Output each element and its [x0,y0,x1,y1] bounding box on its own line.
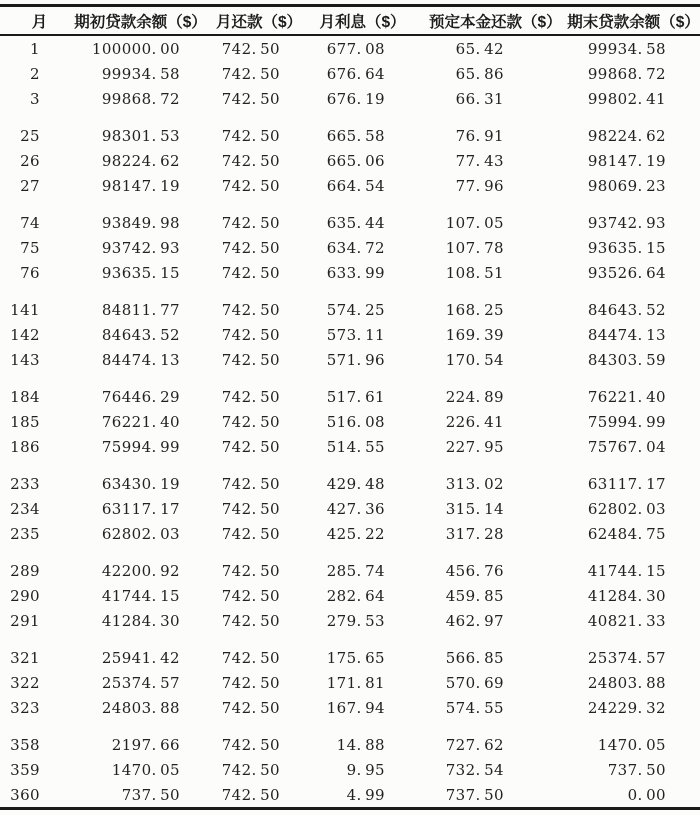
cell-ending-balance: 84303. 59 [587,350,666,369]
cell-beginning-balance: 99934. 58 [101,64,180,83]
cell-ending-balance: 99802. 41 [587,89,666,108]
table-row-month-74 [0,210,700,235]
cell-scheduled-principal: 107. 05 [445,213,504,232]
cell-beginning-balance: 41284. 30 [101,611,180,630]
cell-ending-balance: 84643. 52 [587,300,666,319]
cell-month: 322 [10,673,40,692]
cell-monthly-interest: 633. 99 [326,263,385,282]
column-header-month [0,6,55,36]
cell-monthly-payment: 742. 50 [221,151,280,170]
group-spacer [0,459,700,471]
cell-beginning-balance: 84811. 77 [101,300,180,319]
cell-beginning-balance: 737. 50 [121,785,180,804]
cell-monthly-payment: 742. 50 [221,437,280,456]
cell-monthly-interest: 279. 53 [326,611,385,630]
cell-ending-balance: 40821. 33 [587,611,666,630]
cell-monthly-interest: 634. 72 [326,238,385,257]
cell-scheduled-principal: 108. 51 [445,263,504,282]
cell-beginning-balance: 84643. 52 [101,325,180,344]
cell-ending-balance: 1470. 05 [597,735,666,754]
cell-monthly-payment: 742. 50 [221,238,280,257]
group-spacer [0,285,700,297]
cell-monthly-payment: 742. 50 [221,561,280,580]
cell-monthly-interest: 175. 65 [326,648,385,667]
table-row-month-233 [0,471,700,496]
cell-beginning-balance: 25941. 42 [101,648,180,667]
table-row-month-27 [0,173,700,198]
table-row-month-322 [0,670,700,695]
table-row-month-290 [0,583,700,608]
table-row-month-358 [0,732,700,757]
cell-ending-balance: 62802. 03 [587,499,666,518]
cell-scheduled-principal: 570. 69 [445,673,504,692]
cell-monthly-interest: 665. 58 [326,126,385,145]
table-row-month-185 [0,409,700,434]
cell-monthly-payment: 742. 50 [221,474,280,493]
cell-scheduled-principal: 317. 28 [445,524,504,543]
cell-monthly-payment: 742. 50 [221,673,280,692]
cell-monthly-payment: 742. 50 [221,39,280,58]
cell-month: 143 [10,350,40,369]
cell-scheduled-principal: 227. 95 [445,437,504,456]
cell-monthly-payment: 742. 50 [221,611,280,630]
cell-month: 75 [20,238,40,257]
column-header-scheduled_principal [405,6,562,36]
table-row-month-360 [0,782,700,809]
cell-monthly-interest: 171. 81 [326,673,385,692]
cell-monthly-payment: 742. 50 [221,586,280,605]
table-row-month-234 [0,496,700,521]
cell-scheduled-principal: 226. 41 [445,412,504,431]
cell-beginning-balance: 1470. 05 [111,760,180,779]
cell-scheduled-principal: 107. 78 [445,238,504,257]
cell-scheduled-principal: 170. 54 [445,350,504,369]
cell-month: 359 [10,760,40,779]
cell-scheduled-principal: 77. 43 [455,151,504,170]
cell-scheduled-principal: 459. 85 [445,586,504,605]
cell-monthly-interest: 425. 22 [326,524,385,543]
cell-month: 358 [10,735,40,754]
cell-monthly-interest: 517. 61 [326,387,385,406]
table-row-month-186 [0,434,700,459]
group-spacer-cell [0,372,700,384]
group-spacer-cell [0,285,700,297]
cell-monthly-payment: 742. 50 [221,760,280,779]
cell-beginning-balance: 75994. 99 [101,437,180,456]
cell-monthly-interest: 167. 94 [326,698,385,717]
cell-monthly-payment: 742. 50 [221,785,280,804]
cell-ending-balance: 41744. 15 [587,561,666,580]
cell-monthly-payment: 742. 50 [221,176,280,195]
cell-month: 233 [10,474,40,493]
cell-monthly-interest: 574. 25 [326,300,385,319]
cell-beginning-balance: 100000. 00 [91,39,180,58]
cell-ending-balance: 0. 00 [627,785,666,804]
table-row-month-323 [0,695,700,720]
cell-beginning-balance: 93742. 93 [101,238,180,257]
cell-ending-balance: 99868. 72 [587,64,666,83]
cell-month: 235 [10,524,40,543]
cell-beginning-balance: 63430. 19 [101,474,180,493]
cell-month: 26 [20,151,40,170]
cell-month: 321 [10,648,40,667]
cell-monthly-payment: 742. 50 [221,698,280,717]
column-header-label: 月 [31,13,48,31]
cell-scheduled-principal: 66. 31 [455,89,504,108]
table-row-month-184 [0,384,700,409]
cell-scheduled-principal: 727. 62 [445,735,504,754]
cell-month: 1 [30,39,40,58]
cell-ending-balance: 75994. 99 [587,412,666,431]
cell-beginning-balance: 41744. 15 [101,586,180,605]
cell-monthly-interest: 573. 11 [326,325,385,344]
cell-monthly-payment: 742. 50 [221,735,280,754]
column-header-label: 预定本金还款（$） [429,13,562,31]
cell-beginning-balance: 25374. 57 [101,673,180,692]
cell-ending-balance: 76221. 40 [587,387,666,406]
table-row-month-321 [0,645,700,670]
table-row-month-235 [0,521,700,546]
cell-month: 74 [20,213,40,232]
cell-scheduled-principal: 462. 97 [445,611,504,630]
cell-monthly-interest: 514. 55 [326,437,385,456]
cell-scheduled-principal: 313. 02 [445,474,504,493]
cell-beginning-balance: 42200. 92 [101,561,180,580]
cell-beginning-balance: 2197. 66 [111,735,180,754]
column-header-label: 期初贷款余额（$） [74,13,207,31]
table-row-month-291 [0,608,700,633]
cell-monthly-interest: 677. 08 [326,39,385,58]
cell-month: 290 [10,586,40,605]
table-row-month-2 [0,61,700,86]
cell-monthly-interest: 516. 08 [326,412,385,431]
cell-monthly-interest: 427. 36 [326,499,385,518]
group-spacer [0,633,700,645]
cell-ending-balance: 737. 50 [607,760,666,779]
cell-ending-balance: 75767. 04 [587,437,666,456]
group-spacer [0,372,700,384]
column-header-beginning_balance [55,6,207,36]
cell-monthly-interest: 285. 74 [326,561,385,580]
cell-month: 2 [30,64,40,83]
cell-month: 3 [30,89,40,108]
cell-ending-balance: 93742. 93 [587,213,666,232]
cell-monthly-payment: 742. 50 [221,350,280,369]
cell-month: 186 [10,437,40,456]
loan-amortization-table [0,4,700,810]
table-row-month-76 [0,260,700,285]
cell-monthly-interest: 9. 95 [346,760,385,779]
cell-monthly-payment: 742. 50 [221,524,280,543]
cell-scheduled-principal: 574. 55 [445,698,504,717]
cell-ending-balance: 99934. 58 [587,39,666,58]
cell-month: 289 [10,561,40,580]
cell-scheduled-principal: 315. 14 [445,499,504,518]
cell-beginning-balance: 84474. 13 [101,350,180,369]
cell-ending-balance: 93635. 15 [587,238,666,257]
cell-ending-balance: 84474. 13 [587,325,666,344]
cell-monthly-interest: 635. 44 [326,213,385,232]
table-row-month-143 [0,347,700,372]
cell-monthly-payment: 742. 50 [221,412,280,431]
cell-monthly-interest: 429. 48 [326,474,385,493]
table-header-row [0,6,700,36]
cell-scheduled-principal: 566. 85 [445,648,504,667]
cell-monthly-interest: 676. 64 [326,64,385,83]
cell-month: 142 [10,325,40,344]
cell-month: 291 [10,611,40,630]
cell-month: 25 [20,126,40,145]
cell-ending-balance: 24229. 32 [587,698,666,717]
cell-beginning-balance: 24803. 88 [101,698,180,717]
cell-beginning-balance: 93635. 15 [101,263,180,282]
group-spacer-cell [0,546,700,558]
cell-month: 185 [10,412,40,431]
cell-beginning-balance: 98147. 19 [101,176,180,195]
cell-month: 234 [10,499,40,518]
group-spacer-cell [0,198,700,210]
group-spacer [0,546,700,558]
cell-beginning-balance: 98224. 62 [101,151,180,170]
cell-scheduled-principal: 65. 86 [455,64,504,83]
cell-monthly-payment: 742. 50 [221,263,280,282]
table-row-month-26 [0,148,700,173]
cell-month: 27 [20,176,40,195]
cell-monthly-payment: 742. 50 [221,648,280,667]
cell-ending-balance: 98224. 62 [587,126,666,145]
cell-monthly-interest: 14. 88 [336,735,385,754]
cell-beginning-balance: 62802. 03 [101,524,180,543]
cell-beginning-balance: 76221. 40 [101,412,180,431]
cell-monthly-payment: 742. 50 [221,89,280,108]
cell-monthly-interest: 4. 99 [346,785,385,804]
cell-ending-balance: 93526. 64 [587,263,666,282]
column-header-label: 月利息（$） [319,13,406,31]
group-spacer-cell [0,111,700,123]
cell-monthly-interest: 282. 64 [326,586,385,605]
cell-scheduled-principal: 732. 54 [445,760,504,779]
table-row-month-142 [0,322,700,347]
cell-scheduled-principal: 169. 39 [445,325,504,344]
table-row-month-1 [0,35,700,61]
column-header-monthly_payment [200,6,303,36]
cell-beginning-balance: 76446. 29 [101,387,180,406]
cell-scheduled-principal: 224. 89 [445,387,504,406]
cell-scheduled-principal: 77. 96 [455,176,504,195]
cell-beginning-balance: 93849. 98 [101,213,180,232]
cell-monthly-interest: 571. 96 [326,350,385,369]
table-row-month-359 [0,757,700,782]
group-spacer [0,198,700,210]
cell-scheduled-principal: 737. 50 [445,785,504,804]
table-row-month-75 [0,235,700,260]
cell-monthly-interest: 676. 19 [326,89,385,108]
table-row-month-25 [0,123,700,148]
cell-ending-balance: 63117. 17 [587,474,666,493]
cell-monthly-payment: 742. 50 [221,126,280,145]
cell-monthly-payment: 742. 50 [221,64,280,83]
column-header-label: 月还款（$） [215,13,303,31]
cell-monthly-payment: 742. 50 [221,499,280,518]
cell-scheduled-principal: 76. 91 [455,126,504,145]
cell-monthly-payment: 742. 50 [221,213,280,232]
cell-beginning-balance: 99868. 72 [101,89,180,108]
group-spacer [0,111,700,123]
cell-monthly-payment: 742. 50 [221,387,280,406]
cell-beginning-balance: 98301. 53 [101,126,180,145]
group-spacer [0,720,700,732]
column-header-monthly_interest [300,6,405,36]
cell-monthly-payment: 742. 50 [221,325,280,344]
cell-ending-balance: 62484. 75 [587,524,666,543]
cell-beginning-balance: 63117. 17 [101,499,180,518]
cell-monthly-interest: 665. 06 [326,151,385,170]
cell-ending-balance: 25374. 57 [587,648,666,667]
cell-month: 141 [10,300,40,319]
cell-ending-balance: 98069. 23 [587,176,666,195]
cell-ending-balance: 98147. 19 [587,151,666,170]
cell-month: 323 [10,698,40,717]
column-header-label: 期末贷款余额（$） [567,13,700,31]
cell-scheduled-principal: 168. 25 [445,300,504,319]
cell-ending-balance: 41284. 30 [587,586,666,605]
cell-month: 184 [10,387,40,406]
cell-monthly-payment: 742. 50 [221,300,280,319]
table-row-month-3 [0,86,700,111]
cell-month: 76 [20,263,40,282]
cell-month: 360 [10,785,40,804]
table-row-month-141 [0,297,700,322]
cell-monthly-interest: 664. 54 [326,176,385,195]
table-row-month-289 [0,558,700,583]
group-spacer-cell [0,459,700,471]
cell-scheduled-principal: 65. 42 [455,39,504,58]
cell-ending-balance: 24803. 88 [587,673,666,692]
group-spacer-cell [0,720,700,732]
cell-scheduled-principal: 456. 76 [445,561,504,580]
group-spacer-cell [0,633,700,645]
